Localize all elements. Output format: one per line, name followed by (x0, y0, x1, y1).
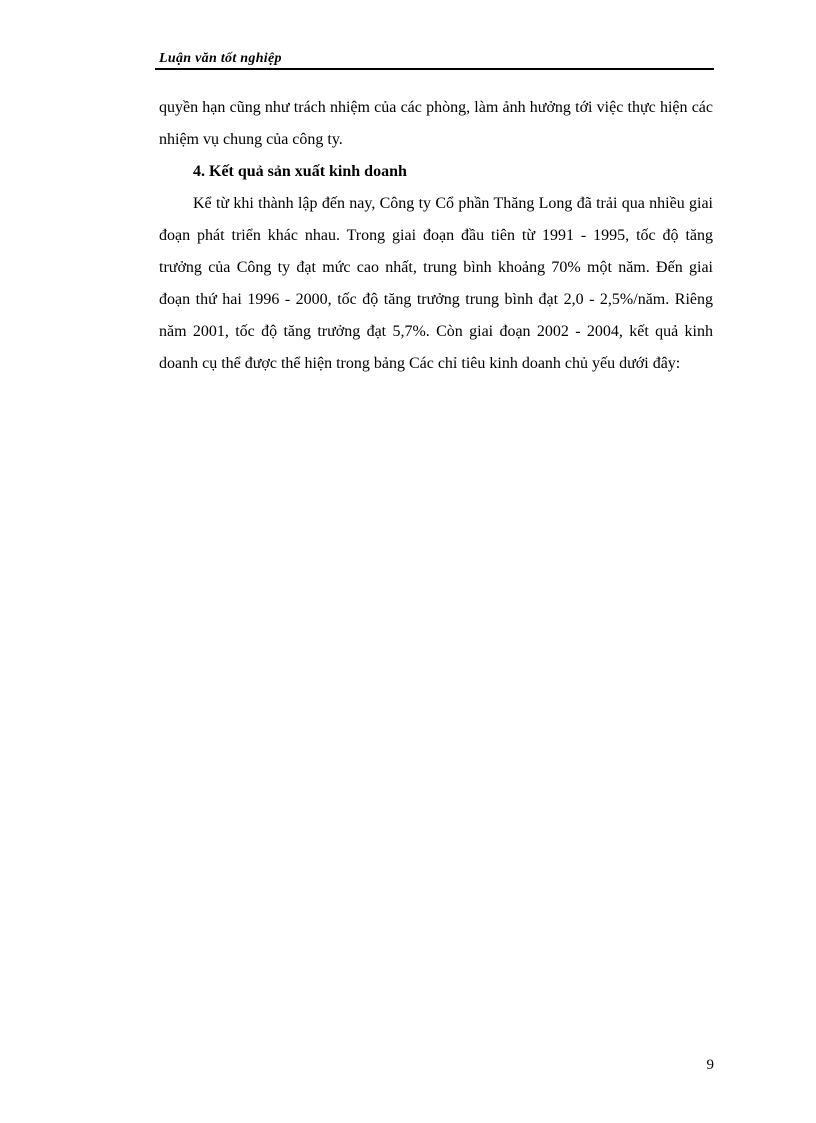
body-paragraph-1: quyền hạn cũng như trách nhiệm của các phòng, làm ảnh hưởng tới việc thực hiện các nhiệm vụ chung của công ty. (159, 99, 713, 148)
page-number: 9 (706, 1057, 714, 1073)
header-rule (155, 68, 714, 70)
header-title: Luận văn tốt nghiệp (159, 51, 282, 66)
page-header (155, 50, 714, 72)
body-paragraph-2: Kể từ khi thành lập đến nay, Công ty Cổ phần Thăng Long đã trải qua nhiều giai đoạn phát triển khác nhau. Trong giai đoạn đầu tiên từ 1991 - 1995, tốc độ tăng trưởng của Công ty đạt mức cao nhất, trung bình khoảng 70% một năm. Đến giai đoạn thứ hai 1996 - 2000, tốc độ tăng trưởng trung bình đạt 2,0 - 2,5%/năm. Riêng năm 2001, tốc độ tăng trưởng đạt 5,7%. Còn giai đoạn 2002 - 2004, kết quả kinh doanh cụ thể được thể hiện trong bảng Các chỉ tiêu kinh doanh chủ yếu dưới đây: (159, 195, 713, 372)
section-heading: 4. Kết quả sản xuất kinh doanh (193, 163, 407, 180)
